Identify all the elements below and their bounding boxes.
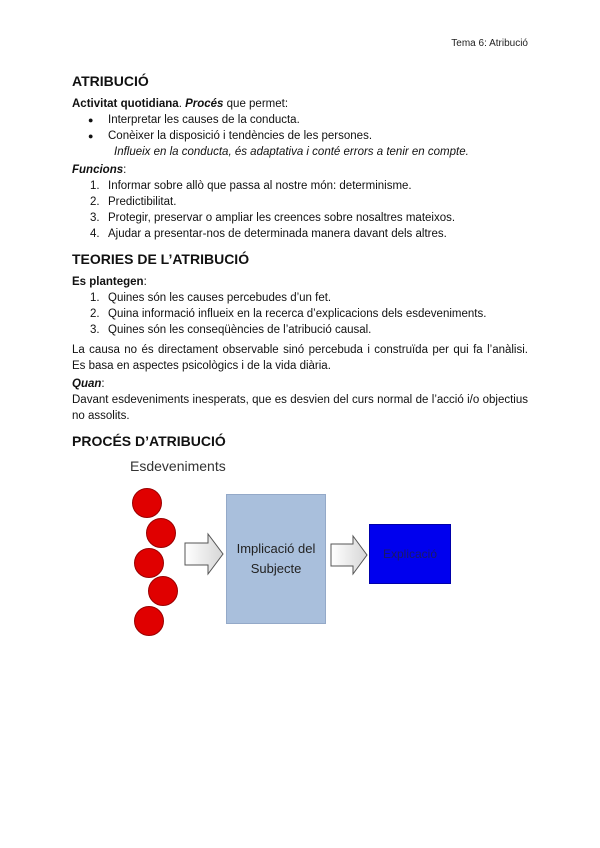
arrow-right-icon (184, 532, 224, 576)
subject-involvement-box (226, 494, 326, 624)
plantegen-colon: : (143, 276, 147, 288)
list-item: ● Conèixer la disposició i tendències de les persones. (72, 128, 528, 144)
subject-involvement-label: Implicació del Subjecte (236, 541, 316, 576)
influence-note: Influeix en la conducta, és adaptativa i conté errors a tenir en compte. (114, 146, 469, 158)
quan-heading (72, 376, 528, 392)
list-item (72, 210, 528, 226)
events-label: Esdeveniments (130, 458, 226, 474)
list-text: Quina informació influeix en la recerca d’explicacions dels esdeveniments. (108, 308, 487, 320)
list-text: Ajudar a presentar-nos de determinada manera davant dels altres. (108, 228, 447, 240)
list-text: Informar sobre allò que passa al nostre món: determinisme. (108, 180, 412, 192)
list-text: Protegir, preservar o ampliar les creences sobre nosaltres mateixos. (108, 212, 456, 224)
plantegen-label: Es plantegen (72, 276, 144, 288)
list-item (72, 226, 528, 242)
event-circle (134, 548, 164, 578)
intro-rest: que permet: (223, 98, 289, 110)
list-text: Quines són les conseqüències de l’atribució causal. (108, 324, 372, 336)
section-title-proces: PROCÉS D’ATRIBUCIÓ (72, 433, 226, 449)
list-item (72, 290, 528, 306)
event-circle (146, 518, 176, 548)
event-circle (148, 576, 178, 606)
plantegen-list (72, 290, 528, 338)
funcions-colon: : (123, 164, 127, 176)
list-number: 3. (90, 212, 100, 224)
explanation-label: Explicació (382, 547, 438, 561)
list-number: 4. (90, 228, 100, 240)
list-item (72, 194, 528, 210)
explanation-box (369, 524, 451, 584)
quan-label: Quan (72, 378, 102, 390)
intro-separator: . (178, 98, 186, 110)
list-number: 2. (90, 196, 100, 208)
intro-bold-proces: Procés (185, 98, 224, 110)
intro-bold-activitat: Activitat quotidiana (72, 98, 179, 110)
list-item (72, 322, 528, 338)
list-number: 1. (90, 180, 100, 192)
event-circle (134, 606, 164, 636)
section-title-atribucio: ATRIBUCIÓ (72, 73, 149, 89)
funcions-heading (72, 162, 528, 178)
list-text: Predictibilitat. (108, 196, 177, 208)
arrow-right-icon (330, 534, 368, 576)
list-number: 2. (90, 308, 100, 320)
attribution-diagram (72, 458, 528, 658)
quan-paragraph: Davant esdeveniments inesperats, que es desvien del curs normal de l’acció i/o objectius no assolits. (72, 394, 528, 422)
funcions-list (72, 178, 528, 242)
list-item (72, 306, 528, 322)
document-body (72, 72, 528, 658)
intro-line (72, 96, 528, 112)
plantegen-heading (72, 274, 528, 290)
list-item: ● Interpretar les causes de la conducta. (72, 112, 528, 128)
causa-paragraph: La causa no és directament observable sinó percebuda i construïda per qui fa l’anàlisi. Es basa en aspectes psicològics i de la vida diària. (72, 344, 528, 372)
section-title-teories: TEORIES DE L’ATRIBUCIÓ (72, 251, 250, 267)
list-text: Quines són les causes percebudes d’un fet. (108, 292, 332, 304)
event-circle (132, 488, 162, 518)
header-topic: Tema 6: Atribució (451, 38, 528, 49)
quan-colon: : (101, 378, 105, 390)
list-number: 1. (90, 292, 100, 304)
atribucio-bullets (72, 112, 528, 144)
list-item (72, 178, 528, 194)
funcions-label: Funcions (72, 164, 124, 176)
list-number: 3. (90, 324, 100, 336)
